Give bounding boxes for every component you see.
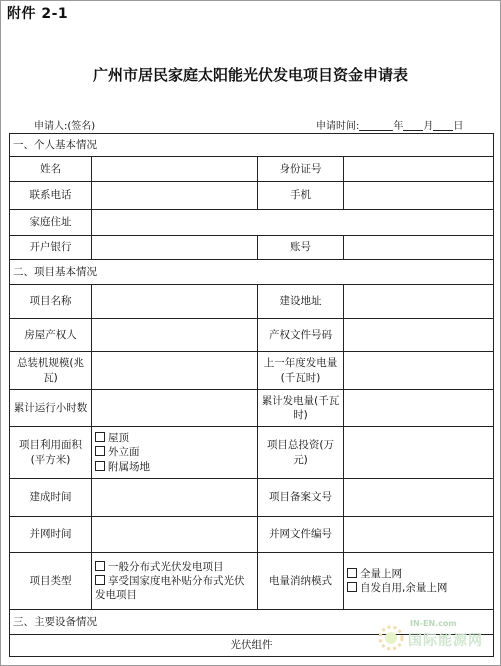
application-table [9, 133, 494, 657]
consumption-option-full-grid[interactable] [347, 567, 490, 581]
type-option-subsidy[interactable] [95, 574, 254, 602]
area-option-roof-label: 屋顶 [108, 432, 129, 445]
month-label: 月 [423, 121, 434, 132]
watermark-text: 国际能源网 [408, 633, 483, 649]
consumption-option-full-grid-label: 全量上网 [360, 567, 402, 580]
name-label: 姓名 [10, 157, 92, 182]
total-generation-value[interactable] [344, 390, 494, 427]
pv-module-label: 光伏组件 [10, 635, 494, 657]
apply-time-line [316, 117, 463, 132]
grid-document-number-label: 并网文件编号 [258, 517, 344, 553]
area-option-site[interactable] [95, 460, 254, 474]
run-hours-label: 累计运行小时数 [10, 390, 92, 427]
mobile-value[interactable] [344, 182, 494, 210]
address-value[interactable] [92, 210, 494, 236]
watermark [376, 619, 491, 659]
area-option-site-label: 附属场地 [108, 460, 150, 473]
address-label: 家庭住址 [10, 210, 92, 236]
owner-value[interactable] [92, 319, 258, 352]
section-personal-info: 一、个人基本情况 [10, 134, 494, 157]
attachment-label: 附件 2-1 [7, 6, 69, 22]
form-title: 广州市居民家庭太阳能光伏发电项目资金申请表 [92, 66, 408, 84]
grid-time-label: 并网时间 [10, 517, 92, 553]
capacity-value[interactable] [92, 352, 258, 390]
applicant-signature-label: 申请人:(签名) [34, 121, 96, 132]
id-number-value[interactable] [344, 157, 494, 182]
phone-value[interactable] [92, 182, 258, 210]
bank-value[interactable] [92, 236, 258, 260]
id-number-label: 身份证号 [258, 157, 344, 182]
build-time-label: 建成时间 [10, 479, 92, 517]
area-option-facade-label: 外立面 [108, 446, 140, 459]
area-option-facade[interactable] [95, 445, 254, 459]
checkbox-icon[interactable] [347, 582, 357, 592]
checkbox-icon[interactable] [347, 568, 357, 578]
run-hours-value[interactable] [92, 390, 258, 427]
watermark-sun-icon [376, 623, 406, 653]
build-address-label: 建设地址 [258, 285, 344, 319]
deed-number-label: 产权文件号码 [258, 319, 344, 352]
build-time-value[interactable] [92, 479, 258, 517]
consumption-mode-label: 电量消纳模式 [258, 553, 344, 610]
build-address-value[interactable] [344, 285, 494, 319]
last-year-generation-value[interactable] [344, 352, 494, 390]
type-option-subsidy-label: 享受国家度电补贴分布式光伏发电项目 [95, 574, 245, 602]
owner-label: 房屋产权人 [10, 319, 92, 352]
checkbox-icon[interactable] [95, 446, 105, 456]
watermark-url: IN-EN.com [410, 619, 457, 628]
account-value[interactable] [344, 236, 494, 260]
project-type-label: 项目类型 [10, 553, 92, 610]
area-options [92, 427, 258, 479]
capacity-label: 总装机规模(兆瓦) [10, 352, 92, 390]
filing-number-value[interactable] [344, 479, 494, 517]
type-option-general-label: 一般分布式光伏发电项目 [108, 560, 224, 573]
day-blank[interactable] [433, 120, 453, 131]
year-blank[interactable] [359, 120, 393, 131]
total-generation-label: 累计发电量(千瓦时) [258, 390, 344, 427]
filing-number-label: 项目备案文号 [258, 479, 344, 517]
investment-label: 项目总投资(万元) [258, 427, 344, 479]
mobile-label: 手机 [258, 182, 344, 210]
deed-number-value[interactable] [344, 319, 494, 352]
checkbox-icon[interactable] [95, 432, 105, 442]
section-equipment-info: 三、主要设备情况 [10, 610, 494, 635]
name-value[interactable] [92, 157, 258, 182]
type-option-general[interactable] [95, 560, 254, 574]
checkbox-icon[interactable] [95, 461, 105, 471]
bank-label: 开户银行 [10, 236, 92, 260]
project-name-value[interactable] [92, 285, 258, 319]
consumption-option-self-use[interactable] [347, 581, 490, 595]
area-label: 项目利用面积(平方米) [10, 427, 92, 479]
consumption-mode-options [344, 553, 494, 610]
checkbox-icon[interactable] [95, 575, 105, 585]
consumption-option-self-use-label: 自发自用,余量上网 [360, 582, 448, 594]
checkbox-icon[interactable] [95, 561, 105, 571]
month-blank[interactable] [403, 120, 423, 131]
account-label: 账号 [258, 236, 344, 260]
grid-document-number-value[interactable] [344, 517, 494, 553]
last-year-generation-label: 上一年度发电量(千瓦时) [258, 352, 344, 390]
project-name-label: 项目名称 [10, 285, 92, 319]
year-label: 年 [393, 121, 404, 132]
area-option-roof[interactable] [95, 431, 254, 445]
project-type-options [92, 553, 258, 610]
apply-time-label: 申请时间: [316, 121, 360, 132]
phone-label: 联系电话 [10, 182, 92, 210]
section-project-info: 二、项目基本情况 [10, 260, 494, 285]
day-label: 日 [453, 121, 464, 132]
investment-value[interactable] [344, 427, 494, 479]
grid-time-value[interactable] [92, 517, 258, 553]
